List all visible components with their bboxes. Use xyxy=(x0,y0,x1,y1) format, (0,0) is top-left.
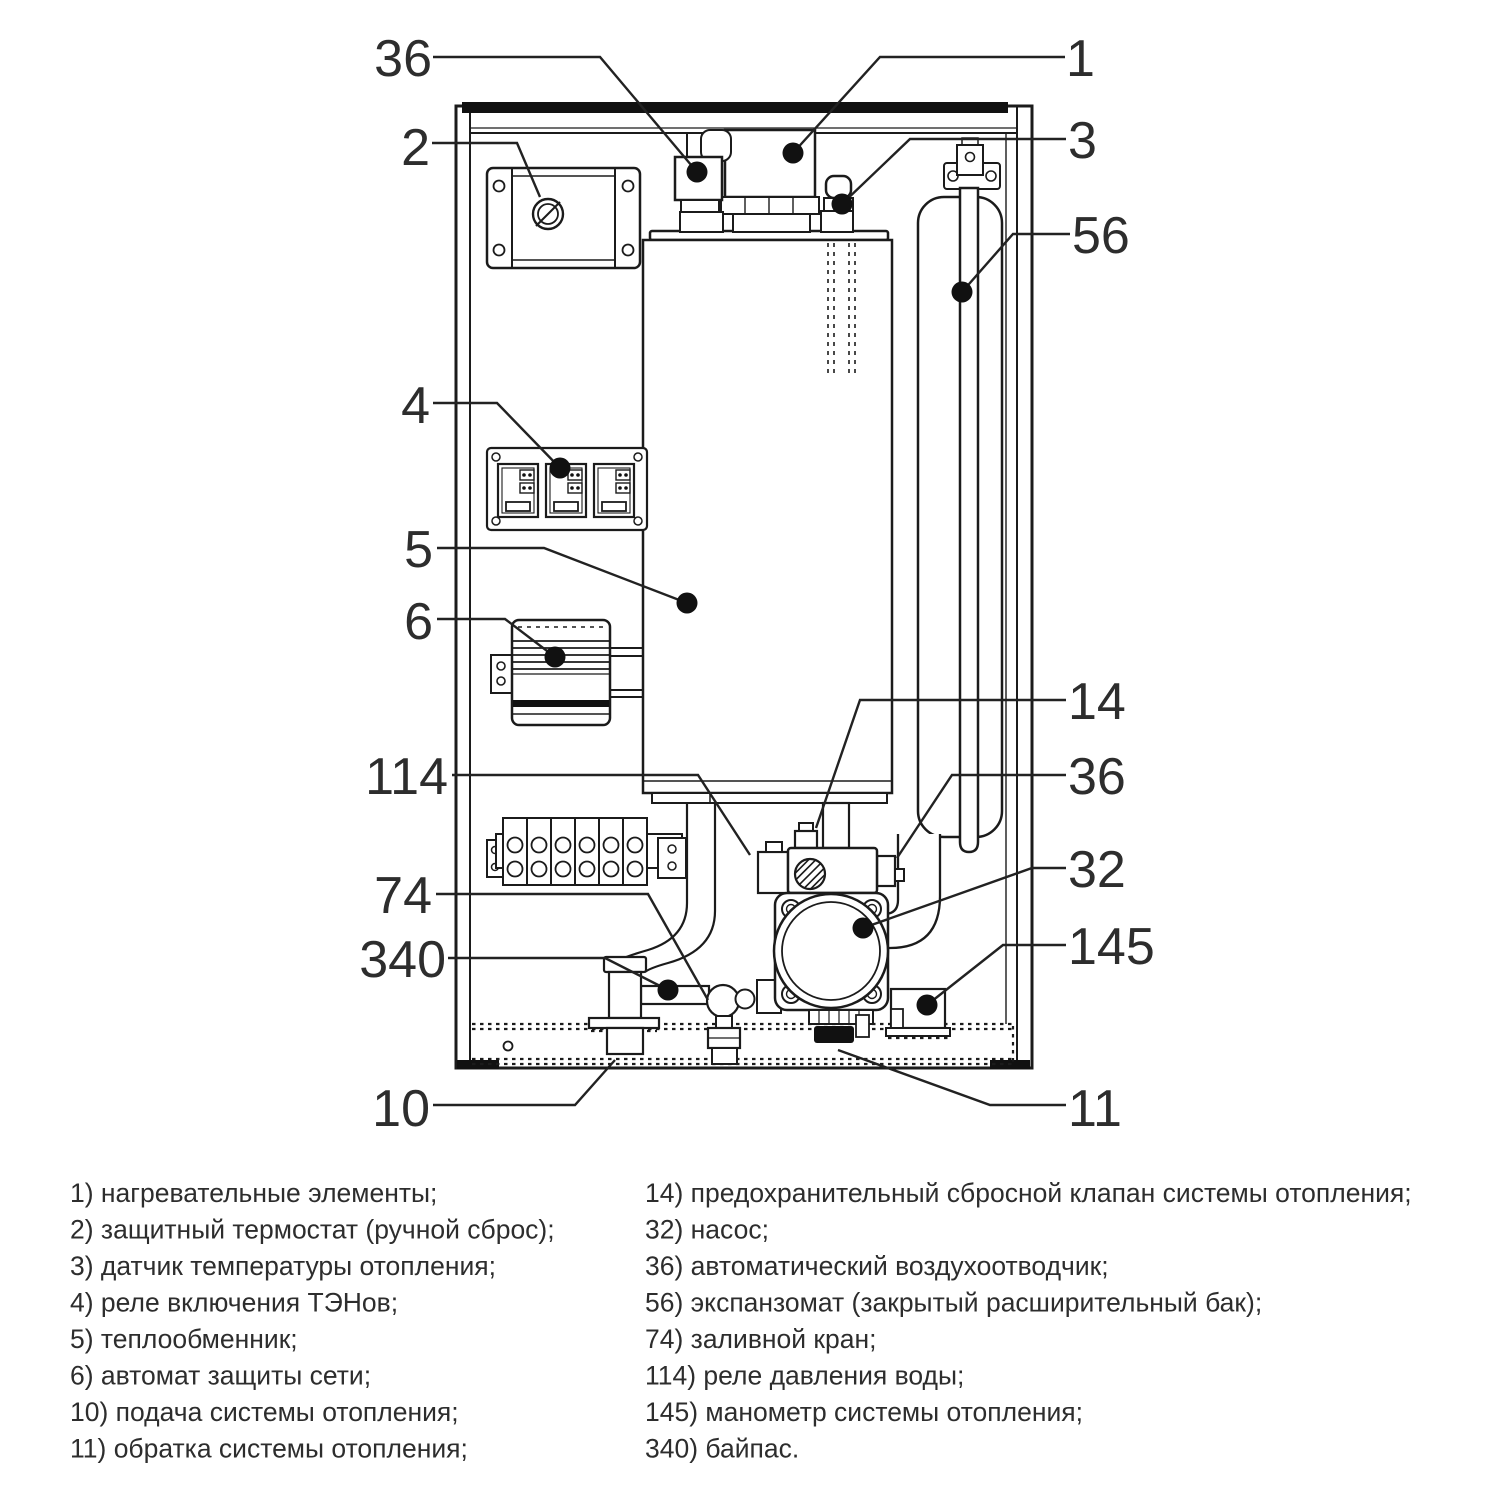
legend-item: 32) насос; xyxy=(645,1214,769,1245)
legend-item: 4) реле включения ТЭНов; xyxy=(70,1287,399,1318)
dot-56 xyxy=(952,282,973,303)
terminal-block xyxy=(487,818,686,885)
callout-11-return: 11 xyxy=(1068,1080,1122,1138)
dot-1 xyxy=(783,143,804,164)
air-vent-top xyxy=(675,130,731,232)
dot-36-top xyxy=(687,162,708,183)
callout-14-safety-valve: 14 xyxy=(1068,673,1126,731)
callout-145-gauge: 145 xyxy=(1068,918,1155,976)
tray-hole xyxy=(504,1042,513,1051)
callout-4-relays: 4 xyxy=(401,377,430,435)
legend-item: 11) обратка системы отопления; xyxy=(70,1433,468,1464)
dot-340 xyxy=(658,980,679,1001)
expansion-pipe-bracket xyxy=(944,138,1000,189)
legend-item: 74) заливной кран; xyxy=(645,1324,877,1354)
callout-74-fill-valve: 74 xyxy=(374,867,432,925)
legend xyxy=(70,1178,1412,1464)
legend-item: 14) предохранительный сбросной клапан системы отопления; xyxy=(645,1178,1412,1208)
return-connector-cap xyxy=(814,1026,854,1043)
callout-6-breaker: 6 xyxy=(404,593,433,651)
legend-right-column xyxy=(645,1178,1412,1464)
heating-element-assembly xyxy=(721,130,819,232)
callout-36-pump-vent: 36 xyxy=(1068,748,1126,806)
callout-114-pressure-relay: 114 xyxy=(365,748,448,806)
legend-item: 36) автоматический воздухоотводчик; xyxy=(645,1251,1109,1281)
dot-4 xyxy=(550,458,571,479)
callout-2-thermostat: 2 xyxy=(401,119,430,177)
legend-item: 3) датчик температуры отопления; xyxy=(70,1251,496,1281)
pressure-gauge xyxy=(886,989,950,1038)
dot-32 xyxy=(853,918,874,939)
legend-item: 340) байпас. xyxy=(645,1433,800,1464)
legend-item: 1) нагревательные элементы; xyxy=(70,1178,438,1208)
circuit-breaker xyxy=(491,620,644,725)
callout-56-expansion-tank: 56 xyxy=(1072,207,1130,265)
callout-340-bypass: 340 xyxy=(359,931,446,989)
legend-item: 5) теплообменник; xyxy=(70,1324,298,1354)
valve-screw xyxy=(795,859,825,889)
terminal-modules xyxy=(503,818,647,885)
legend-item: 2) защитный термостат (ручной сброс); xyxy=(70,1214,555,1245)
reset-screw xyxy=(533,199,563,229)
supply-pipe xyxy=(589,1018,659,1054)
callout-5-heat-exchanger: 5 xyxy=(404,521,433,579)
relay-3 xyxy=(594,464,634,517)
callout-1-heating-elements: 1 xyxy=(1066,30,1095,88)
legend-item: 6) автомат защиты сети; xyxy=(70,1360,372,1391)
pump xyxy=(757,893,888,1043)
relay-1 xyxy=(498,464,538,517)
callout-32-pump: 32 xyxy=(1068,841,1126,899)
dot-3 xyxy=(832,194,853,215)
callout-3-temp-sensor: 3 xyxy=(1068,112,1097,170)
leader-145 xyxy=(927,945,1066,1005)
legend-left-column xyxy=(70,1178,555,1464)
callout-10-supply: 10 xyxy=(372,1080,430,1138)
dot-5 xyxy=(677,593,698,614)
safety-thermostat xyxy=(487,168,640,268)
cabinet-top-bar xyxy=(462,102,1008,113)
dot-6 xyxy=(545,647,566,668)
legend-item: 145) манометр системы отопления; xyxy=(645,1397,1083,1427)
legend-item: 114) реле давления воды; xyxy=(645,1360,965,1391)
cabinet-bottom-left-corner xyxy=(457,1060,499,1069)
dot-145 xyxy=(917,995,938,1016)
legend-item: 56) экспанзомат (закрытый расширительный бак); xyxy=(645,1287,1263,1318)
pressure-switch-valve-body xyxy=(758,842,904,893)
pump-suction-pipe xyxy=(823,803,849,848)
callout-36-air-vent: 36 xyxy=(374,30,432,88)
legend-item: 10) подача системы отопления; xyxy=(70,1397,459,1427)
safety-relief-valve xyxy=(795,823,817,848)
leader-36-top xyxy=(433,57,697,172)
